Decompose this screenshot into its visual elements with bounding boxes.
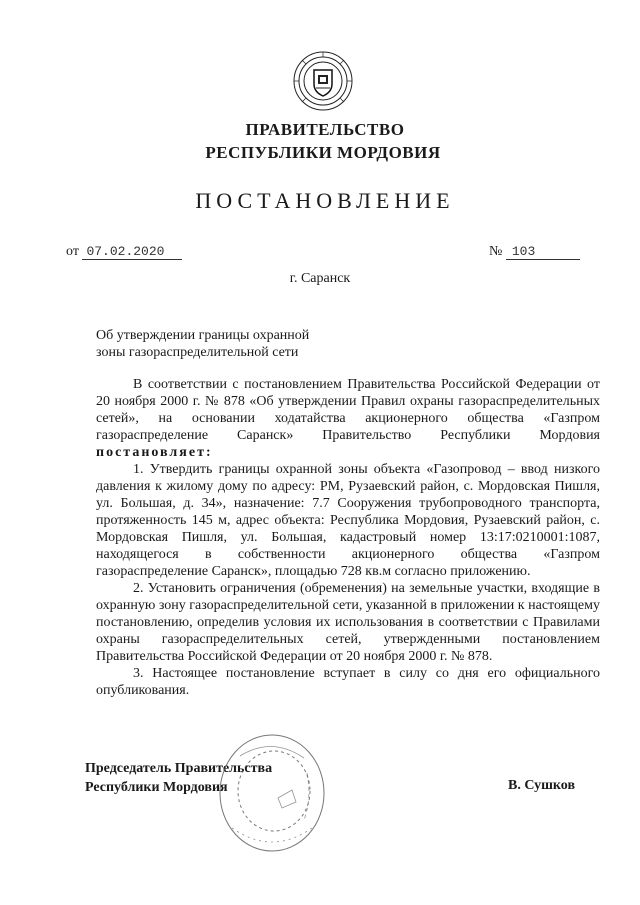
signatory-title-line-1: Председатель Правительства: [85, 761, 273, 776]
organization-line-2: РЕСПУБЛИКИ МОРДОВИЯ: [205, 143, 441, 162]
organization-line-1: ПРАВИТЕЛЬСТВО: [245, 120, 405, 139]
signatory-name: В. Сушков: [508, 778, 576, 793]
number-value: 103: [506, 245, 580, 260]
preamble-paragraph: [96, 376, 600, 461]
signatory-title: [85, 759, 272, 797]
city: г. Саранск: [289, 271, 351, 286]
document-date: [66, 244, 182, 260]
preamble-text: В соответствии с постановлением Правительства Российской Федерации от 20 ноября 2000 г. № 878 «Об утверждении Правил охраны газораспределительных сетей», на основании ходатайства акционерного общества «Газпром газораспределение Саранск» Правительство Республики Мордовия: [96, 377, 600, 443]
signatory-title-line-2: Республики Мордовия: [85, 780, 228, 795]
item-3: 3. Настоящее постановление вступает в силу со дня его официального опубликования.: [96, 666, 600, 698]
subject-line-1: Об утверждении границы охранной: [96, 328, 310, 343]
item-1: 1. Утвердить границы охранной зоны объекта «Газопровод – ввод низкого давления к жилому дому по адресу: РМ, Рузаевский район, с. Мордовская Пишля, ул. Большая, д. 34», назначение: 7.7 Сооружения трубопроводного транспорта, протяженность 145 м, адрес объекта: Республика Мордовия, Рузаевский район, с. Мордовская Пишля, ул. Большая, кадастровый номер 13:17:0210001:1087, находящегося в собственности акционерного общества «Газпром газораспределение Саранск», площадью 728 кв.м согласно приложению.: [96, 462, 600, 579]
document-number: [489, 244, 580, 260]
number-prefix: №: [489, 244, 503, 259]
date-prefix: от: [66, 244, 79, 259]
item-2: 2. Установить ограничения (обременения) на земельные участки, входящие в охранную зону газораспределительной сети, указанной в приложении к настоящему постановлению, определив условия их использования в соответствии с Правилами охраны газораспределительных сетей, утвержденными постановлением Правительства Российской Федерации от 20 ноября 2000 г. № 878.: [96, 581, 600, 664]
document-subject: [96, 327, 309, 361]
document-type-title: ПОСТАНОВЛЕНИЕ: [195, 188, 455, 213]
subject-line-2: зоны газораспределительной сети: [96, 345, 299, 360]
resolve-word: постановляет:: [96, 445, 213, 460]
document-body: [96, 376, 600, 699]
date-value: 07.02.2020: [82, 245, 182, 260]
coat-of-arms-icon: [292, 50, 354, 112]
